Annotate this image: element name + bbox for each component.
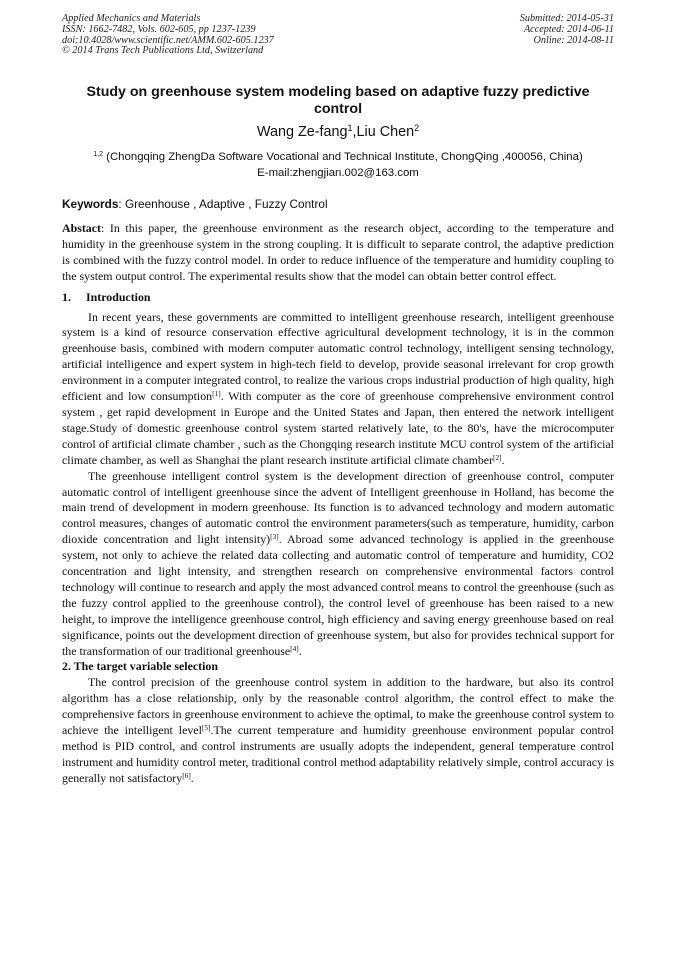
paragraph-text: . Abroad some advanced technology is applied in the greenhouse system, not only to achieve the related data collecting and automatic control of temperature and humidity, CO2 concentration and light intensity, and strengthen research on comprehensive environmental factors control technology will continue to research and apply the most advanced control means to control the greenhouse (such as the fuzzy control applied to the greenhouse control), the control level of greenhouse has been raised to a new height, to improve the intelligence greenhouse control, high efficiency and saving energy greenhouse based on real significance, points out the development direction of greenhouse system, but also for provides technical support for the transformation of our traditional greenhouse bbox=[62, 532, 614, 658]
paragraph-text: .The current temperature and humidity greenhouse environment popular control method is PID control, and control instruments are usually adopts the independent, general temperature control instrument and humidity control meter, traditional control method adaptability relatively simple, control accuracy is generally not satisfactory bbox=[62, 723, 614, 785]
accepted-date: Accepted: 2014-06-11 bbox=[523, 23, 614, 35]
journal-info bbox=[62, 14, 274, 57]
paper-authors bbox=[62, 124, 614, 141]
citation-2: [2] bbox=[493, 452, 502, 462]
section2-paragraph-1 bbox=[62, 675, 614, 786]
citation-1: [1] bbox=[212, 389, 221, 399]
affiliation-text: (Chongqing ZhengDa Software Vocational and Technical Institute, ChongQing ,400056, China) bbox=[103, 151, 583, 163]
paragraph-text: . bbox=[501, 452, 505, 467]
author-1: Wang Ze-fang bbox=[256, 124, 348, 140]
intro-paragraph-2 bbox=[62, 469, 614, 660]
author-separator: , bbox=[352, 124, 357, 140]
paragraph-text: The greenhouse intelligent control system is the development direction of greenhouse control, computer automatic control of intelligent greenhouse since the advent of Intelligent greenhouse in Holland, has become the main trend of development in modern greenhouse. Its function is to advanced technology and modern automatic control measures, changes of automatic control the environment parameters(such as temperature, humidity, carbon dioxide concentration and light intensity) bbox=[62, 468, 614, 547]
section-number: 1. bbox=[62, 289, 71, 304]
affiliation-block bbox=[62, 149, 614, 181]
keywords-label: Keywords bbox=[62, 197, 119, 211]
submitted-date: Submitted: 2014-05-31 bbox=[519, 13, 614, 24]
author-1-affil-mark: 1 bbox=[347, 123, 353, 134]
citation-3: [3] bbox=[270, 532, 279, 542]
abstract-label: Abstact bbox=[62, 221, 101, 235]
affiliation-mark: 1,2 bbox=[93, 151, 103, 159]
paragraph-text: The control precision of the greenhouse control system in addition to the hardware, but also its control algorithm has a close relationship, only by the reasonable control algorithm, the control effect to make the comprehensive factors in greenhouse environment to achieve the optimal, to make the greenhouse control system to achieve the intelligent level bbox=[62, 675, 614, 738]
intro-paragraph-1 bbox=[62, 310, 614, 469]
section-heading-target-variable: 2. The target variable selection bbox=[62, 659, 218, 674]
journal-name: Applied Mechanics and Materials bbox=[62, 13, 201, 24]
citation-6: [6] bbox=[182, 770, 191, 780]
author-email: E-mail:zhengjian.002@163.com bbox=[257, 167, 419, 179]
paragraph-text: . With computer as the core of greenhouse comprehensive environment control system , get rapid development in Europe and the United States and Japan, then entered the network intelligent stage.Study of domestic greenhouse control system started relatively late, to the 80's, have the microcomputer control of artificial climate chamber , such as the Chongqing research institute MCU control system of the artificial climate chamber, as well as Shanghai the plant research institute artificial climate chamber bbox=[62, 389, 615, 467]
abstract-text: : In this paper, the greenhouse environment as the research object, according to the temperature and humidity in the greenhouse system in the strong coupling. It is difficult to separate control, the adaptive prediction is combined with the fuzzy control model. In order to reduce influence of the temperature and humidity coupling to the system output control. The experimental results show that the model can obtain better control effect. bbox=[62, 221, 614, 283]
journal-issn: ISSN: 1662-7482, Vols. 602-605, pp 1237-1239 bbox=[62, 23, 256, 35]
author-2: Liu Chen bbox=[356, 124, 415, 140]
section-title: Introduction bbox=[86, 289, 151, 304]
paragraph-text: In recent years, these governments are committed to intelligent greenhouse research, intelligent greenhouse system is a kind of resource conservation effective agricultural development technology, it is in the common greenhouse basis, combined with modern computer automatic control technology, intelligent sensing technology, artificial intelligence and expert system in high-tech field to develop, provide seasonal irrelevant for crop growth environment in a computer integrated control, to realize the various crops industrial production of high quality, high efficient and low consumption bbox=[62, 309, 614, 404]
section-heading-introduction bbox=[62, 290, 614, 306]
abstract bbox=[62, 221, 614, 285]
author-2-affil-mark: 2 bbox=[414, 123, 420, 134]
keywords-text: : Greenhouse , Adaptive , Fuzzy Control bbox=[118, 197, 328, 211]
citation-4: [4] bbox=[290, 643, 299, 653]
paragraph-text: . bbox=[190, 770, 194, 785]
online-date: Online: 2014-08-11 bbox=[533, 34, 614, 46]
journal-doi: doi:10.4028/www.scientific.net/AMM.602-605.1237 bbox=[62, 34, 274, 46]
journal-copyright: © 2014 Trans Tech Publications Ltd, Switzerland bbox=[62, 45, 264, 57]
paper-body bbox=[62, 221, 614, 787]
affiliation bbox=[62, 149, 614, 165]
keywords bbox=[62, 197, 614, 212]
paper-title: Study on greenhouse system modeling based on adaptive fuzzy predictive control bbox=[86, 84, 590, 117]
submission-dates bbox=[520, 14, 614, 46]
paragraph-text: . bbox=[298, 643, 302, 658]
citation-5: [5] bbox=[201, 723, 211, 733]
